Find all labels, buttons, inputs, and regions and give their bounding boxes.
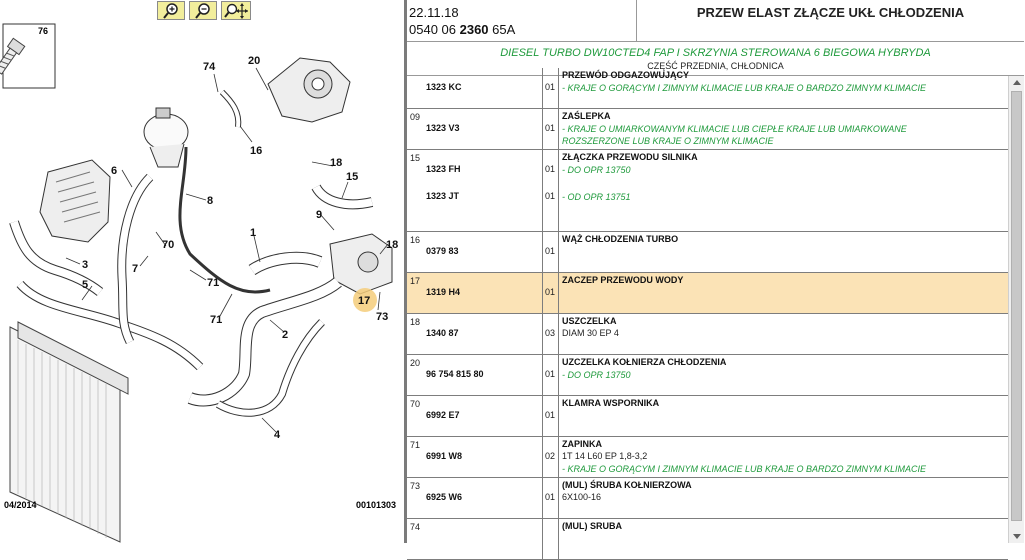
table-row[interactable]	[407, 232, 1008, 273]
part-description: PRZEWÓD ODGAZOWUJĄCY	[562, 70, 689, 80]
col-ref-cell	[407, 519, 543, 559]
callout-4: 4	[274, 429, 281, 441]
callout-5: 5	[82, 279, 89, 291]
position-number: 09	[410, 112, 421, 122]
part-quantity: 01	[545, 287, 556, 297]
fitment-condition: - DO OPR 13750	[562, 165, 631, 175]
part-quantity: 01	[545, 123, 556, 133]
fitment-condition: - OD OPR 13751	[562, 192, 631, 202]
zoom-out-button[interactable]	[189, 1, 217, 20]
callout-71-upper: 71	[207, 277, 220, 289]
part-description: KLAMRA WSPORNIKA	[562, 398, 660, 408]
fitment-condition: - KRAJE O GORĄCYM I ZIMNYM KLIMACIE LUB KRAJE O BARDZO ZIMNYM KLIMACIE	[562, 83, 927, 93]
header-info	[407, 0, 637, 42]
table-row[interactable]	[407, 273, 1008, 314]
position-number: 18	[410, 317, 421, 327]
callout-9: 9	[316, 209, 323, 221]
table-row[interactable]	[407, 519, 1008, 560]
diagram-image-code: 00101303	[356, 500, 397, 510]
part-quantity: 01	[545, 164, 556, 174]
header-code: 0540 06 2360 65A	[409, 22, 516, 37]
part-description: UZCZELKA KOŁNIERZA CHŁODZENIA	[562, 357, 727, 367]
table-row[interactable]	[407, 396, 1008, 437]
position-number: 17	[410, 276, 421, 286]
table-row[interactable]	[407, 355, 1008, 396]
part-quantity: 03	[545, 328, 556, 338]
parts-pane	[407, 0, 1024, 543]
fitment-condition: ROZSZERZONE LUB KRAJE O ZIMNYM KLIMACIE	[562, 136, 774, 146]
header-date: 22.11.18	[409, 5, 459, 20]
position-number: 74	[410, 522, 421, 532]
table-row[interactable]	[407, 478, 1008, 519]
inset-bolt	[0, 24, 55, 88]
part-quantity: 01	[545, 410, 556, 420]
part-spec: 6X100-16	[562, 492, 602, 502]
part-description: (MUL) ŚRUBA KOŁNIERZOWA	[562, 480, 692, 490]
expansion-tank	[144, 108, 188, 167]
callout-7: 7	[132, 263, 139, 275]
part-reference[interactable]: 6991 W8	[426, 451, 463, 461]
part-reference[interactable]: 1323 KC	[426, 82, 462, 92]
part-quantity: 01	[545, 191, 556, 201]
table-row[interactable]	[407, 68, 1008, 109]
callout-2: 2	[282, 329, 289, 341]
part-quantity: 02	[545, 451, 556, 461]
part-reference[interactable]: 0379 83	[426, 246, 459, 256]
vertical-scrollbar[interactable]	[1008, 76, 1024, 543]
table-row[interactable]	[407, 437, 1008, 478]
part-spec: 1T 14 L60 EP 1,8-3,2	[562, 451, 648, 461]
part-reference[interactable]: 1323 V3	[426, 123, 460, 133]
callout-18-right: 18	[386, 239, 399, 251]
zoom-out-icon	[194, 3, 212, 19]
callout-20: 20	[248, 55, 261, 67]
part-description: ZAŚLEPKA	[562, 111, 611, 121]
position-number: 20	[410, 358, 421, 368]
part-reference[interactable]: 6925 W6	[426, 492, 463, 502]
callout-8: 8	[207, 195, 214, 207]
position-number: 15	[410, 153, 421, 163]
scroll-down-icon[interactable]	[1009, 529, 1025, 543]
part-quantity: 01	[545, 369, 556, 379]
callout-1: 1	[250, 227, 257, 239]
scroll-up-icon[interactable]	[1009, 76, 1025, 90]
callout-3: 3	[82, 259, 89, 271]
zoom-in-button[interactable]	[157, 1, 185, 20]
part-description: ZACZEP PRZEWODU WODY	[562, 275, 684, 285]
scroll-thumb[interactable]	[1011, 91, 1022, 521]
part-quantity: 01	[545, 82, 556, 92]
part-reference[interactable]: 6992 E7	[426, 410, 460, 420]
zoom-move-icon	[224, 3, 248, 19]
part-reference[interactable]: 1323 FH	[426, 164, 461, 174]
zoom-move-button[interactable]	[221, 1, 251, 20]
part-quantity: 01	[545, 492, 556, 502]
fitment-condition: - KRAJE O UMIARKOWANYM KLIMACIE LUB CIEPŁE KRAJE LUB UMIARKOWANE	[562, 124, 907, 134]
table-row[interactable]	[407, 109, 1008, 150]
engine	[40, 160, 110, 242]
callout-70: 70	[162, 239, 175, 251]
callout-71-lower: 71	[210, 314, 223, 326]
part-description: ZAPINKA	[562, 439, 602, 449]
position-number: 70	[410, 399, 421, 409]
position-number: 71	[410, 440, 421, 450]
zoom-in-icon	[162, 3, 180, 19]
inset-label: 76	[38, 26, 49, 36]
position-number: 73	[410, 481, 421, 491]
part-description: USZCZELKA	[562, 316, 617, 326]
part-spec: DIAM 30 EP 4	[562, 328, 619, 338]
diagram-date-code: 04/2014	[4, 500, 37, 510]
cooling-hose-diagram	[0, 22, 406, 543]
callout-15: 15	[346, 171, 359, 183]
part-reference[interactable]: 1319 H4	[426, 287, 461, 297]
part-quantity: 01	[545, 246, 556, 256]
callout-18-top: 18	[330, 157, 343, 169]
callout-16: 16	[250, 145, 263, 157]
part-reference[interactable]: 1323 JT	[426, 191, 460, 201]
callout-74: 74	[203, 61, 216, 73]
callout-6: 6	[111, 165, 118, 177]
section-name: CZĘŚĆ PRZEDNIA, CHŁODNICA	[647, 61, 784, 71]
part-description: WĄŻ CHŁODZENIA TURBO	[562, 234, 679, 244]
parts-header	[407, 0, 1024, 42]
part-description: (MUL) SRUBA	[562, 521, 622, 531]
diagram-pane	[0, 0, 406, 543]
fitment-condition: - DO OPR 13750	[562, 370, 631, 380]
part-reference[interactable]: 1340 87	[426, 328, 459, 338]
callout-73: 73	[376, 311, 389, 323]
col-qty-cell	[543, 519, 559, 559]
turbocharger	[268, 58, 350, 122]
fitment-condition: - KRAJE O GORĄCYM I ZIMNYM KLIMACIE LUB KRAJE O BARDZO ZIMNYM KLIMACIE	[562, 464, 927, 474]
table-row[interactable]	[407, 314, 1008, 355]
page-title: PRZEW ELAST ZŁĄCZE UKŁ CHŁODZENIA	[696, 5, 965, 20]
zoom-toolbar	[0, 0, 406, 22]
part-description: ZŁĄCZKA PRZEWODU SILNIKA	[562, 152, 698, 162]
table-row[interactable]	[407, 150, 1008, 232]
part-reference[interactable]: 96 754 815 80	[426, 369, 484, 379]
parts-table	[407, 70, 1008, 543]
callout-17: 17	[358, 295, 371, 307]
position-number: 16	[410, 235, 421, 245]
engine-variant: DIESEL TURBO DW10CTED4 FAP I SKRZYNIA STEROWANA 6 BIEGOWA HYBRYDA	[500, 47, 931, 59]
